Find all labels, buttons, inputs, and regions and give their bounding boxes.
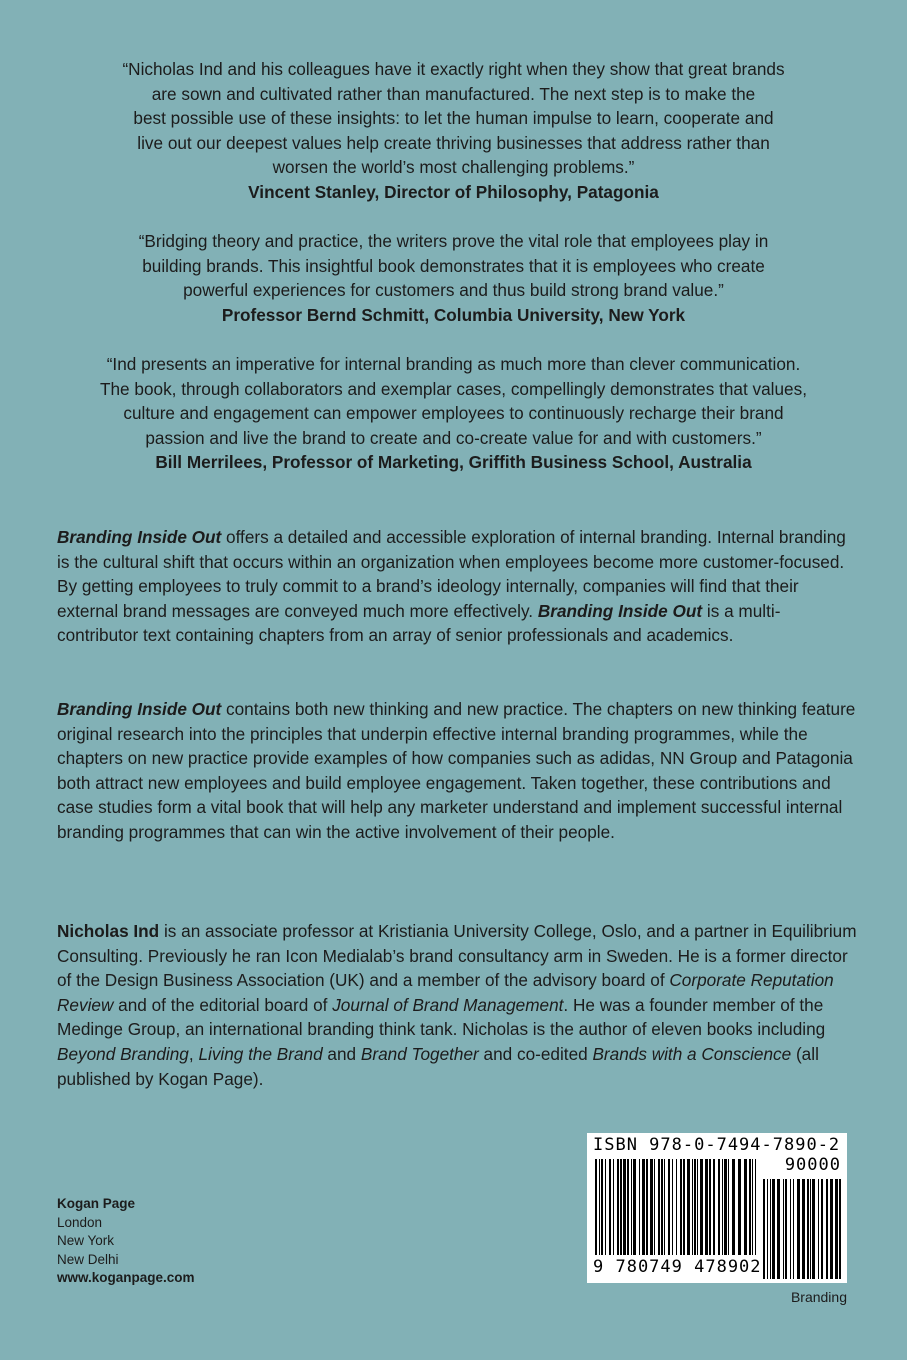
- book-title: Living the Brand: [198, 1043, 323, 1064]
- description-text: contains both new thinking and new practice. The chapters on new thinking feature original research into the principles that underpin effective internal branding programmes, while the chapters on new practice provide examples of how companies such as adidas, NN Group and Patagonia both attract new employees and build employee engagement. Taken together, these contributions and case studies form a vital book that will help any marketer understand and implement successful internal branding programmes that can win the active involvement of their people.: [57, 699, 856, 842]
- barcode-bar: [718, 1159, 720, 1255]
- description-text: offers a detailed and accessible exploration of internal branding. Internal branding is the cultural shift that occurs within an organization when employees become more customer-focused. By getting employees to truly commit to a brand’s ideology internally, companies will find that their external brand messages are conveyed much more effectively.: [57, 527, 846, 621]
- bio-text: and: [322, 1043, 361, 1064]
- publisher-name: Kogan Page: [57, 1196, 136, 1211]
- quote-attribution: Vincent Stanley, Director of Philosophy, Patagonia: [248, 181, 659, 202]
- barcode-bar: [713, 1159, 715, 1255]
- publisher-block: [57, 1195, 195, 1288]
- barcode-bar: [802, 1179, 805, 1279]
- bio-text: . He was a founder member of the Medinge Group, an international branding think tank. Nicholas is the author of eleven books including: [57, 994, 826, 1040]
- barcode-bar: [617, 1159, 619, 1255]
- barcode-bar: [807, 1179, 809, 1279]
- quote-line: building brands. This insightful book demonstrates that it is employees who create: [142, 255, 765, 276]
- quote-line: The book, through collaborators and exemplar cases, compellingly demonstrates that values,: [100, 378, 807, 399]
- bio-text: ,: [188, 1043, 199, 1064]
- barcode-bar: [749, 1159, 751, 1255]
- barcode-bar: [812, 1179, 815, 1279]
- barcode-bar: [709, 1159, 711, 1255]
- publisher-website: www.koganpage.com: [57, 1270, 195, 1285]
- barcode-bar: [772, 1179, 775, 1279]
- barcode-bar: [797, 1179, 800, 1279]
- quote-line: are sown and cultivated rather than manufactured. The next step is to make the: [151, 83, 756, 104]
- quote-line: worsen the world’s most challenging problems.”: [272, 157, 635, 178]
- barcode-bar: [694, 1159, 696, 1255]
- book-title: Brands with a Conscience: [592, 1043, 792, 1064]
- barcode-bar: [770, 1179, 771, 1279]
- barcode-bar: [697, 1159, 698, 1255]
- barcode-bar: [821, 1179, 823, 1279]
- publisher-city: London: [57, 1214, 103, 1230]
- barcode-bar: [830, 1179, 833, 1279]
- barcode-bar: [683, 1159, 685, 1255]
- barcode-bar: [767, 1179, 768, 1279]
- barcode-bar: [728, 1159, 729, 1255]
- isbn-barcode: [587, 1133, 847, 1283]
- barcode-bar: [722, 1159, 723, 1255]
- category-label: Branding: [790, 1289, 847, 1305]
- bio-text: is an associate professor at Kristiania University College, Oslo, and a partner in Equilibrium Consulting. Previously he ran Icon Medialab’s brand consultancy arm in Sweden. He is a former director of the Design Business Association (UK) and a member of the advisory board of: [57, 921, 857, 991]
- barcode-bar: [692, 1159, 693, 1255]
- publisher-city: New York: [57, 1233, 115, 1248]
- author-bio: [57, 919, 857, 1091]
- description-paragraph-1: [57, 525, 857, 648]
- bio-text: and of the editorial board of: [113, 994, 333, 1015]
- barcode-bar: [839, 1179, 841, 1279]
- description-paragraph-2: [57, 697, 857, 845]
- journal-title: Corporate Reputation Review: [57, 970, 834, 1015]
- isbn-label: ISBN 978-0-7494-7890-2: [593, 1135, 841, 1155]
- barcode-bar: [661, 1159, 663, 1255]
- quote-attribution: Bill Merrilees, Professor of Marketing, Griffith Business School, Australia: [155, 452, 752, 473]
- barcode-bar: [620, 1159, 622, 1255]
- barcode-bar: [732, 1159, 735, 1255]
- barcode-bar: [627, 1159, 629, 1255]
- barcode-bar: [601, 1159, 603, 1255]
- barcode-bar: [650, 1159, 653, 1255]
- barcode-bar: [793, 1179, 794, 1279]
- barcode-bar: [613, 1159, 614, 1255]
- book-title: Brand Together: [360, 1043, 479, 1064]
- barcode-bar: [595, 1159, 597, 1255]
- quote-line: powerful experiences for customers and thus build strong brand value.”: [183, 280, 724, 301]
- barcode-bar: [658, 1159, 660, 1255]
- publisher-city: New Delhi: [57, 1251, 119, 1267]
- barcode-bar: [680, 1159, 682, 1255]
- book-title: Branding Inside Out: [57, 527, 222, 547]
- author-name: Nicholas Ind: [57, 921, 160, 941]
- barcode-bar: [646, 1159, 648, 1255]
- barcode-bar: [700, 1159, 703, 1255]
- barcode-bar: [744, 1159, 747, 1255]
- barcode-bar: [724, 1159, 727, 1255]
- barcode-bar: [599, 1159, 600, 1255]
- barcode-digits: 9 780749 478902: [593, 1257, 762, 1277]
- bio-text: and co-edited: [478, 1043, 593, 1064]
- quote-line: passion and live the brand to create and co-create value for and with customers.”: [145, 427, 762, 448]
- endorsement-quote-1: [60, 57, 847, 205]
- barcode-bar: [755, 1159, 756, 1255]
- price-code: 90000: [784, 1155, 841, 1175]
- barcode-bar: [785, 1179, 787, 1279]
- quote-line: culture and engagement can empower employees to continuously recharge their brand: [123, 403, 784, 424]
- barcode-bar: [668, 1159, 670, 1255]
- quote-line: best possible use of these insights: to let the human impulse to learn, cooperate and: [133, 108, 774, 129]
- endorsement-quote-3: [60, 352, 847, 475]
- barcode-bar: [826, 1179, 828, 1279]
- barcode-bar: [642, 1159, 645, 1255]
- quote-line: “Nicholas Ind and his colleagues have it exactly right when they show that great brands: [122, 59, 785, 79]
- book-title: Branding Inside Out: [57, 699, 222, 719]
- barcode-bar: [738, 1159, 741, 1255]
- barcode-bar: [687, 1159, 690, 1255]
- barcode-bar: [705, 1159, 708, 1255]
- barcode-bar: [752, 1159, 753, 1255]
- barcode-bar: [633, 1159, 636, 1255]
- barcode-bar: [609, 1159, 611, 1255]
- barcode-bar: [818, 1179, 819, 1279]
- barcode-bar: [777, 1179, 780, 1279]
- barcode-bar: [664, 1159, 665, 1255]
- description-text: is a multi-contributor text containing chapters from an array of senior professionals and academics.: [57, 600, 781, 646]
- barcode-bar: [654, 1159, 655, 1255]
- quote-line: live out our deepest values help create thriving businesses that address rather than: [137, 132, 770, 153]
- barcode-bar: [631, 1159, 632, 1255]
- barcode-bar: [810, 1179, 811, 1279]
- quote-attribution: Professor Bernd Schmitt, Columbia University, New York: [221, 304, 686, 325]
- journal-title: Journal of Brand Management: [332, 994, 564, 1015]
- quote-line: “Ind presents an imperative for internal branding as much more than clever communication.: [106, 354, 801, 374]
- barcode-bar: [790, 1179, 791, 1279]
- book-title: Branding Inside Out: [537, 600, 703, 621]
- barcode-bar: [623, 1159, 626, 1255]
- endorsement-quote-2: [60, 229, 847, 327]
- barcode-bar: [763, 1179, 765, 1279]
- quote-line: “Bridging theory and practice, the writers prove the vital role that employees play in: [138, 231, 769, 251]
- barcode-bar: [783, 1179, 784, 1279]
- book-title: Beyond Branding: [57, 1043, 189, 1064]
- barcode-bar: [835, 1179, 838, 1279]
- barcode-bar: [639, 1159, 640, 1255]
- bio-text: (all published by Kogan Page).: [57, 1043, 819, 1089]
- barcode-bar: [676, 1159, 677, 1255]
- barcode-bar: [672, 1159, 673, 1255]
- barcode-bar: [605, 1159, 606, 1255]
